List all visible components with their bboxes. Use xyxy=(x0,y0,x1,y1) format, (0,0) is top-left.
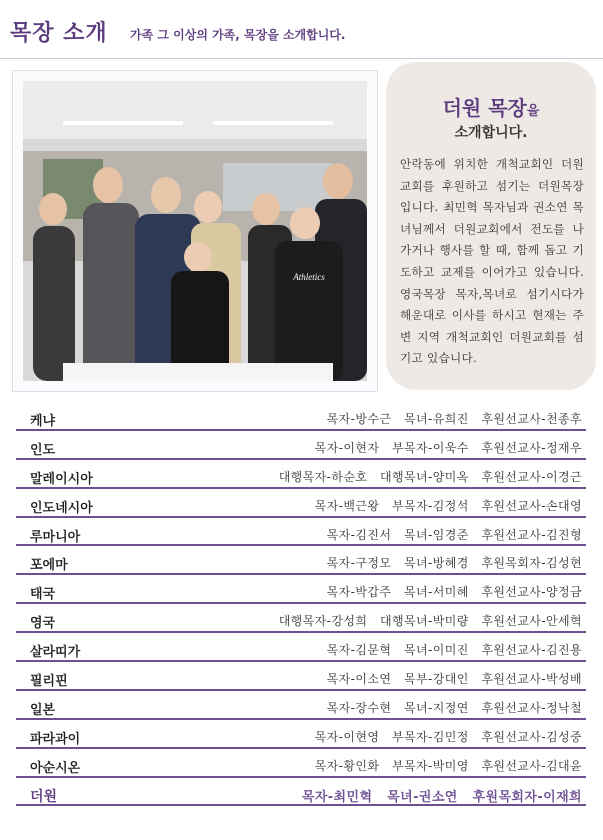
intro-card-body: 안락동에 위치한 개척교회인 더원교회를 후원하고 섬기는 더원목장입니다. 최민혁 목자님과 권소연 목녀님께서 더원교회에서 전도를 나가거나 행사를 할 때, 함께 돕고 기도하고 교제를 이어가고 있습니다. 영국목장 목자,목녀로 섬기시다가 해운대로 이사를 하시고 현재는 주변 지역 개척교회인 더원교회를 섬기고 있습니다. xyxy=(400,157,584,366)
mission-country: 루마니아 xyxy=(30,529,81,545)
list-item xyxy=(16,402,586,431)
mission-detail: 목자-황인화 부목자-박미영 후원선교사-김대윤 xyxy=(314,758,582,773)
mission-detail: 목자-김진서 목녀-임경준 후원선교사-김진형 xyxy=(326,527,582,542)
mission-country: 인도 xyxy=(30,442,56,458)
list-item xyxy=(16,575,586,604)
list-item xyxy=(16,662,586,691)
list-item xyxy=(16,778,586,807)
list-item xyxy=(16,633,586,662)
mission-country: 파라과이 xyxy=(30,731,81,747)
intro-card-title-main: 더원 목장 xyxy=(442,96,527,120)
list-item xyxy=(16,518,586,547)
intro-card-title xyxy=(386,92,596,121)
list-item xyxy=(16,749,586,778)
header-divider xyxy=(0,58,603,59)
list-item xyxy=(16,460,586,489)
mission-country: 말레이시아 xyxy=(30,471,93,487)
group-photo xyxy=(23,81,367,381)
mission-country: 케냐 xyxy=(30,414,56,429)
mission-country: 더원 xyxy=(30,788,58,805)
list-item xyxy=(16,431,586,460)
page-subtitle: 가족 그 이상의 가족, 목장을 소개합니다. xyxy=(130,28,346,42)
mission-country: 아순시온 xyxy=(30,760,81,776)
intro-card-subtitle: 소개합니다. xyxy=(454,125,528,141)
mission-detail: 목자-이현자 부목자-이욱수 후원선교사-정재우 xyxy=(314,440,582,455)
page-title: 목장 소개 xyxy=(10,21,108,46)
group-photo-illustration xyxy=(23,81,367,381)
mission-country: 인도네시아 xyxy=(30,500,93,516)
mission-detail: 목자-백근왕 부목자-김정석 후원선교사-손대영 xyxy=(314,498,582,513)
list-item xyxy=(16,489,586,518)
intro-card xyxy=(386,62,596,390)
mission-detail: 목자-최민혁 목녀-권소연 후원목회자-이재희 xyxy=(301,789,582,805)
mission-list xyxy=(16,402,586,806)
sweatshirt-text: Athletics xyxy=(293,272,325,282)
page-header xyxy=(0,0,603,56)
mission-country: 영국 xyxy=(30,616,56,632)
mission-detail: 목자-이현영 부목자-김민정 후원선교사-김성중 xyxy=(314,729,582,744)
list-item xyxy=(16,691,586,720)
mission-country: 살라띠가 xyxy=(30,645,81,661)
mission-country: 포에마 xyxy=(30,558,68,574)
mission-country: 태국 xyxy=(30,587,56,603)
mission-detail: 목자-박갑주 목녀-서미혜 후원선교사-양정금 xyxy=(326,585,582,600)
mission-country: 필리핀 xyxy=(30,674,68,690)
group-photo-frame xyxy=(12,70,378,392)
mission-detail: 목자-이소연 목부-강대인 후원선교사-박성배 xyxy=(326,672,582,687)
mission-detail: 목자-구정모 목녀-방혜경 후원목회자-김성현 xyxy=(326,556,582,571)
list-item xyxy=(16,720,586,749)
mission-detail: 목자-장수현 목녀-지정연 후원선교사-정낙철 xyxy=(326,700,582,715)
list-item xyxy=(16,546,586,575)
mission-detail: 목자-방수근 목녀-유희진 후원선교사-천종후 xyxy=(326,412,582,426)
intro-card-title-particle: 을 xyxy=(526,104,540,119)
mission-detail: 대행목자-하순호 대행목녀-양미옥 후원선교사-이경근 xyxy=(278,469,582,484)
mission-detail: 목자-김문혁 목녀-이미진 후원선교사-김진용 xyxy=(326,643,582,658)
mission-detail: 대행목자-강성희 대행목녀-박미량 후원선교사-안세혁 xyxy=(278,614,582,629)
list-item xyxy=(16,604,586,633)
mission-country: 일본 xyxy=(30,702,56,718)
